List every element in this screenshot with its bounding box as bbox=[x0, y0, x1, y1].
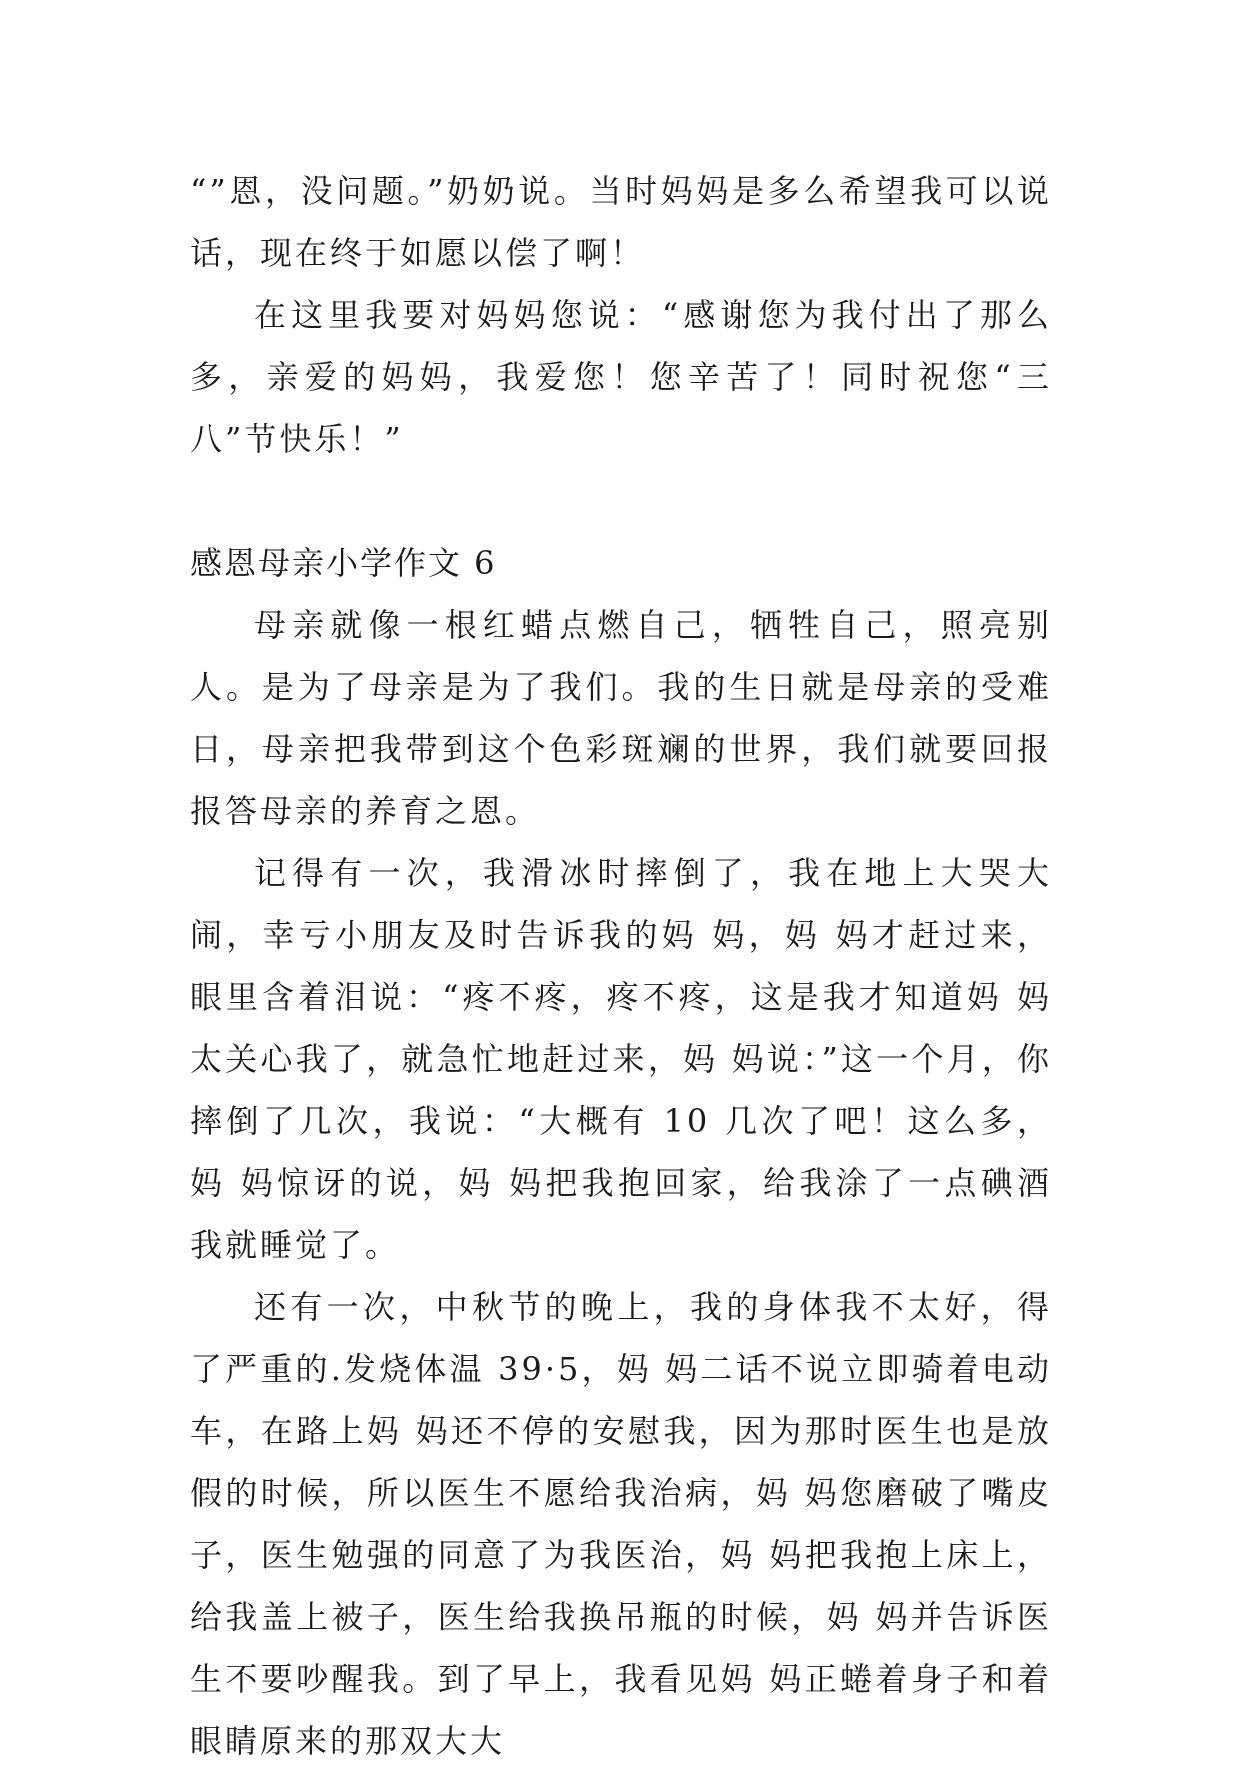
paragraph-2: 在这里我要对妈妈您说：“感谢您为我付出了那么多，亲爱的妈妈，我爱您！您辛苦了！同时祝您“三八”节快乐！” bbox=[190, 296, 1052, 458]
paragraph-4: 记得有一次，我滑冰时摔倒了，我在地上大哭大闹，幸亏小朋友及时告诉我的妈 妈，妈 妈才赶过来，眼里含着泪说：“疼不疼，疼不疼，这是我才知道妈 妈太关心我了，就急忙地赶过来，妈 妈说：”这一个月，你摔倒了几次，我说：“大概有 10 几次了吧！这么多，妈 妈惊讶的说，妈 妈把我抱回家，给我涂了一点碘酒我就睡觉了。 bbox=[190, 854, 1052, 1264]
paragraph-1: “”恩，没问题。”奶奶说。当时妈妈是多么希望我可以说话，现在终于如愿以偿了啊！ bbox=[190, 172, 1052, 272]
document-body bbox=[190, 160, 1052, 1772]
paragraph-3: 母亲就像一根红蜡点燃自己，牺牲自己，照亮别人。是为了母亲是为了我们。我的生日就是母亲的受难日，母亲把我带到这个色彩斑斓的世界，我们就要回报报答母亲的养育之恩。 bbox=[190, 606, 1052, 830]
section-title: 感恩母亲小学作文 6 bbox=[190, 544, 497, 582]
paragraph-5: 还有一次，中秋节的晚上，我的身体我不太好，得了严重的.发烧体温 39·5，妈 妈二话不说立即骑着电动车，在路上妈 妈还不停的安慰我，因为那时医生也是放假的时候，所以医生不愿给我治病，妈 妈您磨破了嘴皮子，医生勉强的同意了为我医治，妈 妈把我抱上床上，给我盖上被子，医生给我换吊瓶的时候，妈 妈并告诉医生不要吵醒我。到了早上，我看见妈 妈正蜷着身子和着眼睛原来的那双大大 bbox=[190, 1288, 1052, 1760]
